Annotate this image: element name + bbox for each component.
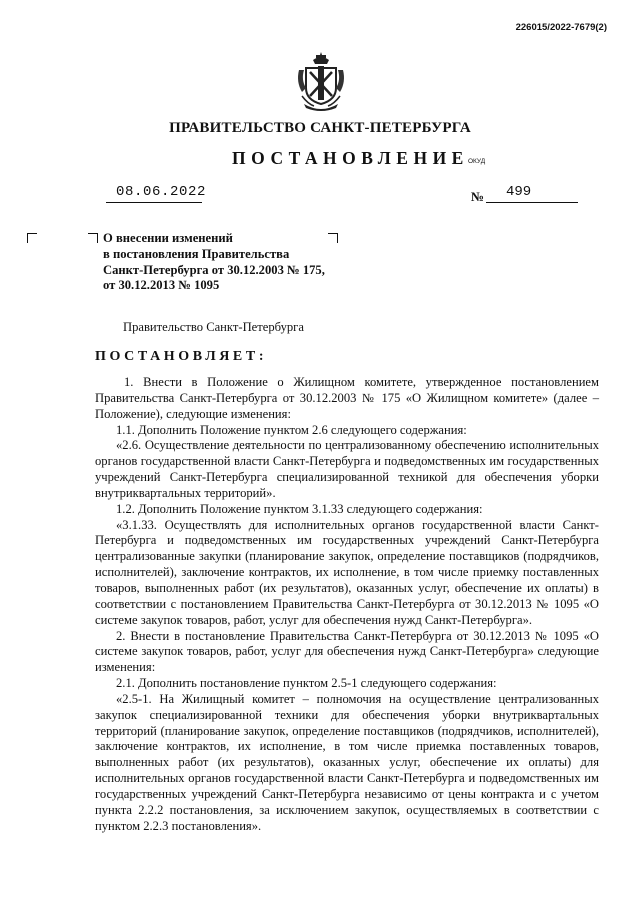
- resolves-heading: ПОСТАНОВЛЯЕТ:: [95, 349, 268, 364]
- body-paragraph: 1.2. Дополнить Положение пунктом 3.1.33 следующего содержания:: [116, 501, 483, 516]
- number-sign: №: [471, 189, 485, 204]
- okud-label: ОКУД: [468, 158, 486, 165]
- issuer-line: Правительство Санкт-Петербурга: [123, 320, 304, 334]
- body-paragraph: 2. Внести в постановление Правительства Санкт-Петербурга от 30.12.2013 № 1095 «О системе закупок товаров, работ, услуг для обеспечения нужд Санкт-Петербурга» следующие изменения:: [95, 628, 599, 675]
- date-underline: [106, 202, 202, 203]
- document-subject: [103, 231, 325, 294]
- document-date: 08.06.2022: [116, 184, 207, 200]
- body-paragraph: 2.1. Дополнить постановление пунктом 2.5-1 следующего содержания:: [116, 676, 497, 691]
- body-paragraph: 1. Внести в Положение о Жилищном комитете, утвержденное постановлением Правительства Санкт-Петербурга от 30.12.2003 № 175 «О Жилищном комитете» (далее – Положение), следующие изменения:: [95, 375, 599, 421]
- subject-bracket-mid: [88, 233, 98, 243]
- document-number: 499: [506, 184, 532, 200]
- subject-line: О внесении изменений: [103, 231, 233, 245]
- subject-line: в постановления Правительства: [103, 246, 290, 261]
- number-underline: [486, 202, 578, 203]
- body-paragraph: «2.6. Осуществление деятельности по централизованному обеспечению исполнительных органов государственной власти Санкт-Петербурга и подведомственных им государственных учреждений Санкт-Петербурга специализированной техникой для обеспечения уборки внутриквартальных территорий».: [95, 438, 599, 500]
- subject-line: Санкт-Петербурга от 30.12.2003 № 175,: [103, 262, 325, 277]
- body-paragraph: «2.5-1. На Жилищный комитет – полномочия на осуществление централизованных закупок специализированной техники для обеспечения уборки внутриквартальных территорий (планирование закупок, определение поставщиков (подрядчиков, исполнителей), заключение контрактов, их исполнение, в том числе приемка поставленных товаров, выполненных работ (их результатов), оказанных услуг, обеспечение их оплаты) для исполнительных органов государственной власти Санкт-Петербурга и подведомственных им государственных учреждений Санкт-Петербурга независимо от цены контракта и с учетом пункта 2.2.2 постановления, за исключением закупок, осуществляемых в соответствии с пунктом 2.2.3 постановления».: [95, 691, 599, 833]
- body-paragraph: «3.1.33. Осуществлять для исполнительных органов государственной власти Санкт-Петербурга и подведомственных им государственных учреждений Санкт-Петербурга централизованные закупки (планирование закупок, определение поставщиков (подрядчиков, исполнителей), заключение контрактов, их исполнение, в том числе приемку поставленных товаров, выполненных работ (их результатов), оказанных услуг, обеспечение их оплаты) в соответствии с постановлением Правительства Санкт-Петербурга от 30.12.2013 № 1095 «О системе закупок товаров, работ, услуг для обеспечения нужд Санкт-Петербурга».: [95, 517, 599, 627]
- government-title: ПРАВИТЕЛЬСТВО САНКТ-ПЕТЕРБУРГА: [169, 120, 471, 136]
- subject-line: от 30.12.2013 № 1095: [103, 278, 220, 293]
- body-paragraph: 1.1. Дополнить Положение пунктом 2.6 следующего содержания:: [116, 422, 467, 437]
- subject-bracket-right: [328, 233, 338, 243]
- document-registration-number: 226015/2022-7679(2): [515, 22, 607, 33]
- document-body: [95, 375, 599, 834]
- coat-of-arms-emblem: [296, 52, 346, 112]
- subject-bracket-left: [27, 233, 37, 243]
- document-type-title: ПОСТАНОВЛЕНИЕ: [232, 148, 469, 168]
